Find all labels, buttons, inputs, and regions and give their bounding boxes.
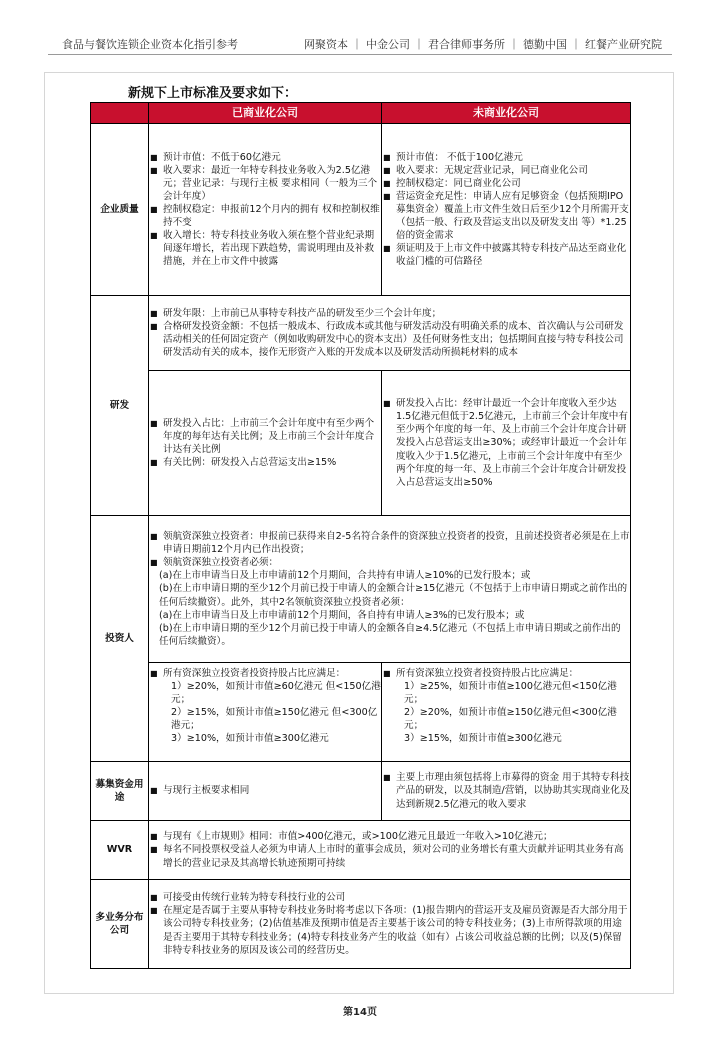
- row-label-rd: 研发: [91, 296, 149, 516]
- funds-precommercial-cell: [382, 762, 631, 821]
- row-label-investor: 投资人: [91, 516, 149, 762]
- list-item: ■ 领航资深独立投资者必须：: [149, 556, 630, 569]
- list-item: ■ 所有资深独立投资者投资持股占比应满足：: [382, 667, 630, 680]
- threshold-line: 2）≥15%，如预计市值≥150亿港元 但<300亿港元；: [171, 707, 378, 732]
- list-item: ■ 研发年限：上市前已从事特专科技产品的研发至少三个会计年度；: [149, 307, 630, 320]
- row-investor-shared: [91, 516, 631, 663]
- row-label-multi-business: 多业务分布公司: [91, 880, 149, 969]
- list-item: ■ 所有资深独立投资者投资持股占比应满足：: [149, 667, 381, 680]
- row-label-wvr: WVR: [91, 821, 149, 880]
- row-rd-shared: [91, 296, 631, 371]
- section-intro: 新规下上市标准及要求如下：: [128, 86, 298, 101]
- list-item: ■ 有关比例：研发投入占总营运支出≥15%: [149, 456, 381, 469]
- threshold-line: 1）≥25%，如预计市值≥100亿港元但<150亿港元；: [404, 681, 617, 706]
- header-empty-cell: [91, 103, 149, 124]
- list-item: ■ 主要上市理由须包括将上市募得的资金 用于其特专科技产品的研发，以及其制造/营销，以协助其实现商业化及达到新规2.5亿港元的收入要求: [382, 771, 630, 810]
- row-multi-business: [91, 880, 631, 969]
- enterprise-precommercial-cell: [382, 124, 631, 296]
- table-header-row: [91, 103, 631, 124]
- funds-commercial-cell: [149, 762, 382, 821]
- list-item: ■ 在厘定是否属于主要从事特专科技业务时将考虑以下各项：(1)报告期内的营运开支及雇员资源是否大部分用于该公司特专科技业务；(2)估值基准及预期市值是否主要基于该公司的特专科技业务；(3)上市所得款项的用途是否主要用于其特专科技业务；(4)特专科技业务产生的收益（如有）占该公司收益总额的比例；以及(5)保留非特专科技业务的原因及该公司的经营历史。: [149, 904, 630, 956]
- row-enterprise-quality: [91, 124, 631, 296]
- rd-precommercial-cell: [382, 371, 631, 516]
- header-partners: 网聚资本 ｜ 中金公司 ｜ 君合律师事务所 ｜ 德勤中国 ｜ 红餐产业研究院: [304, 38, 662, 51]
- list-item: ■ 与现有《上市规则》相同：市值>400亿港元，或>100亿港元且最近一年收入>10亿港元；: [149, 830, 630, 843]
- list-item: ■ 每名不同投票权受益人必须为申请人上市时的董事会成员，须对公司的业务增长有重大贡献并证明其业务有高增长的营业记录及其高增长轨迹预期可持续: [149, 843, 630, 869]
- enterprise-commercial-cell: [149, 124, 382, 296]
- investor-condition: (a)在上市申请当日及上市申请前12个月期间，合共持有申请人≥10%的已发行股本；或: [159, 570, 531, 582]
- list-item: ■ 收入要求：无规定营业记录，同已商业化公司: [382, 164, 630, 177]
- list-item: ■ 营运资金充足性：申请人应有足够资金（包括预期IPO募集资金）覆盖上市文件生效日后至少12个月所需开支（包括一般、行政及营运支出以及研发支出 等）*1.25倍的资金需求: [382, 190, 630, 242]
- investor-shared-cell: [149, 516, 631, 663]
- threshold-line: 2）≥20%，如预计市值≥150亿港元但<300亿港元；: [404, 707, 617, 732]
- row-label-fund-use: 募集资金用途: [91, 762, 149, 821]
- rd-shared-cell: [149, 296, 631, 371]
- list-item: ■ 与现行主板要求相同: [149, 784, 381, 797]
- listing-standards-table: [90, 102, 631, 969]
- list-item: ■ 控制权稳定：同已商业化公司: [382, 177, 630, 190]
- list-item: ■ 收入要求：最近一年特专科技业务收入为2.5亿港元；营业记录：与现行主板 要求相同（一般为三个会计年度）: [149, 164, 381, 203]
- list-item: ■ 研发投入占比：经审计最近一个会计年度收入至少达1.5亿港元但低于2.5亿港元，上市前三个会计年度中有至少两个年度的每一年、及上市前三个会计年度合计研发投入占总营运支出≥30%；或经审计最近一个会计年度收入少于1.5亿港元，上市前三个会计年度中有至少两个年度的每一年、及上市前三个会计年度合计研发投入占总营运支出≥50%: [382, 397, 630, 489]
- row-rd-split: [91, 371, 631, 516]
- list-item: ■ 预计市值： 不低于100亿港元: [382, 151, 630, 164]
- list-item: ■ 领航资深独立投资者：申报前已获得来自2-5名符合条件的资深独立投资者的投资，且前述投资者必须是在上市申请日期前12个月内已作出投资；: [149, 530, 630, 556]
- page-header: [48, 32, 672, 55]
- row-wvr: [91, 821, 631, 880]
- threshold-line: 3）≥15%，如预计市值≥300亿港元: [404, 733, 562, 745]
- investor-condition: (a)在上市申请当日及上市申请前12个月期间，各自持有申请人≥3%的已发行股本；或: [159, 609, 525, 621]
- list-item: ■ 可接受由传统行业转为特专科技行业的公司: [149, 891, 630, 904]
- row-label-enterprise: 企业质量: [91, 124, 149, 296]
- header-left-title: 食品与餐饮连锁企业资本化指引参考: [62, 38, 238, 51]
- row-investor-split: [91, 663, 631, 762]
- list-item: ■ 收入增长：特专科技业务收入须在整个营业纪录期间逐年增长，若出现下跌趋势，需说明理由及补救措施，并在上市文件中披露: [149, 229, 381, 268]
- investor-precommercial-cell: [382, 663, 631, 762]
- threshold-line: 1）≥20%，如预计市值≥60亿港元 但<150亿港元；: [171, 681, 381, 706]
- list-item: ■ 须证明及于上市文件中披露其特专科技产品达至商业化收益门槛的可信路径: [382, 242, 630, 268]
- list-item: ■ 合格研发投资金额：不包括一般成本、行政成本或其他与研发活动没有明确关系的成本、首次确认与公司研发活动相关的任何固定资产（例如收购研发中心的资本支出）及任何财务性支出；包括期间直接与特专科技公司研发活动有关的成本，接作无形资产入账的开发成本以及研发活动所损耗材料的成本: [149, 320, 630, 359]
- investor-commercial-cell: [149, 663, 382, 762]
- list-item: ■ 研发投入占比：上市前三个会计年度中有至少两个年度的每年达有关比例；及上市前三个会计年度合计达有关比例: [149, 417, 381, 456]
- multi-business-cell: [149, 880, 631, 969]
- threshold-line: 3）≥10%，如预计市值≥300亿港元: [171, 733, 329, 745]
- rd-commercial-cell: [149, 371, 382, 516]
- row-fund-use: [91, 762, 631, 821]
- page-number: 第14页: [343, 1007, 377, 1018]
- investor-condition: (b)在上市申请日期的至少12个月前已投于申请人的金额各自≥4.5亿港元（不包括上市申请日期或之前作出的任何后续撤资）。: [159, 622, 621, 647]
- list-item: ■ 控制权稳定：申报前12个月内的拥有 权和控制权维持不变: [149, 203, 381, 229]
- col-precommercial: 未商业化公司: [382, 103, 631, 124]
- wvr-cell: [149, 821, 631, 880]
- col-commercial: 已商业化公司: [149, 103, 382, 124]
- investor-condition: (b)在上市申请日期的至少12个月前已投于申请人的金额合计≥15亿港元（不包括于上市申请日期或之前作出的任何后续撤资）。此外，其中2名领航资深独立投资者必须：: [159, 583, 628, 608]
- list-item: ■ 预计市值：不低于60亿港元: [149, 151, 381, 164]
